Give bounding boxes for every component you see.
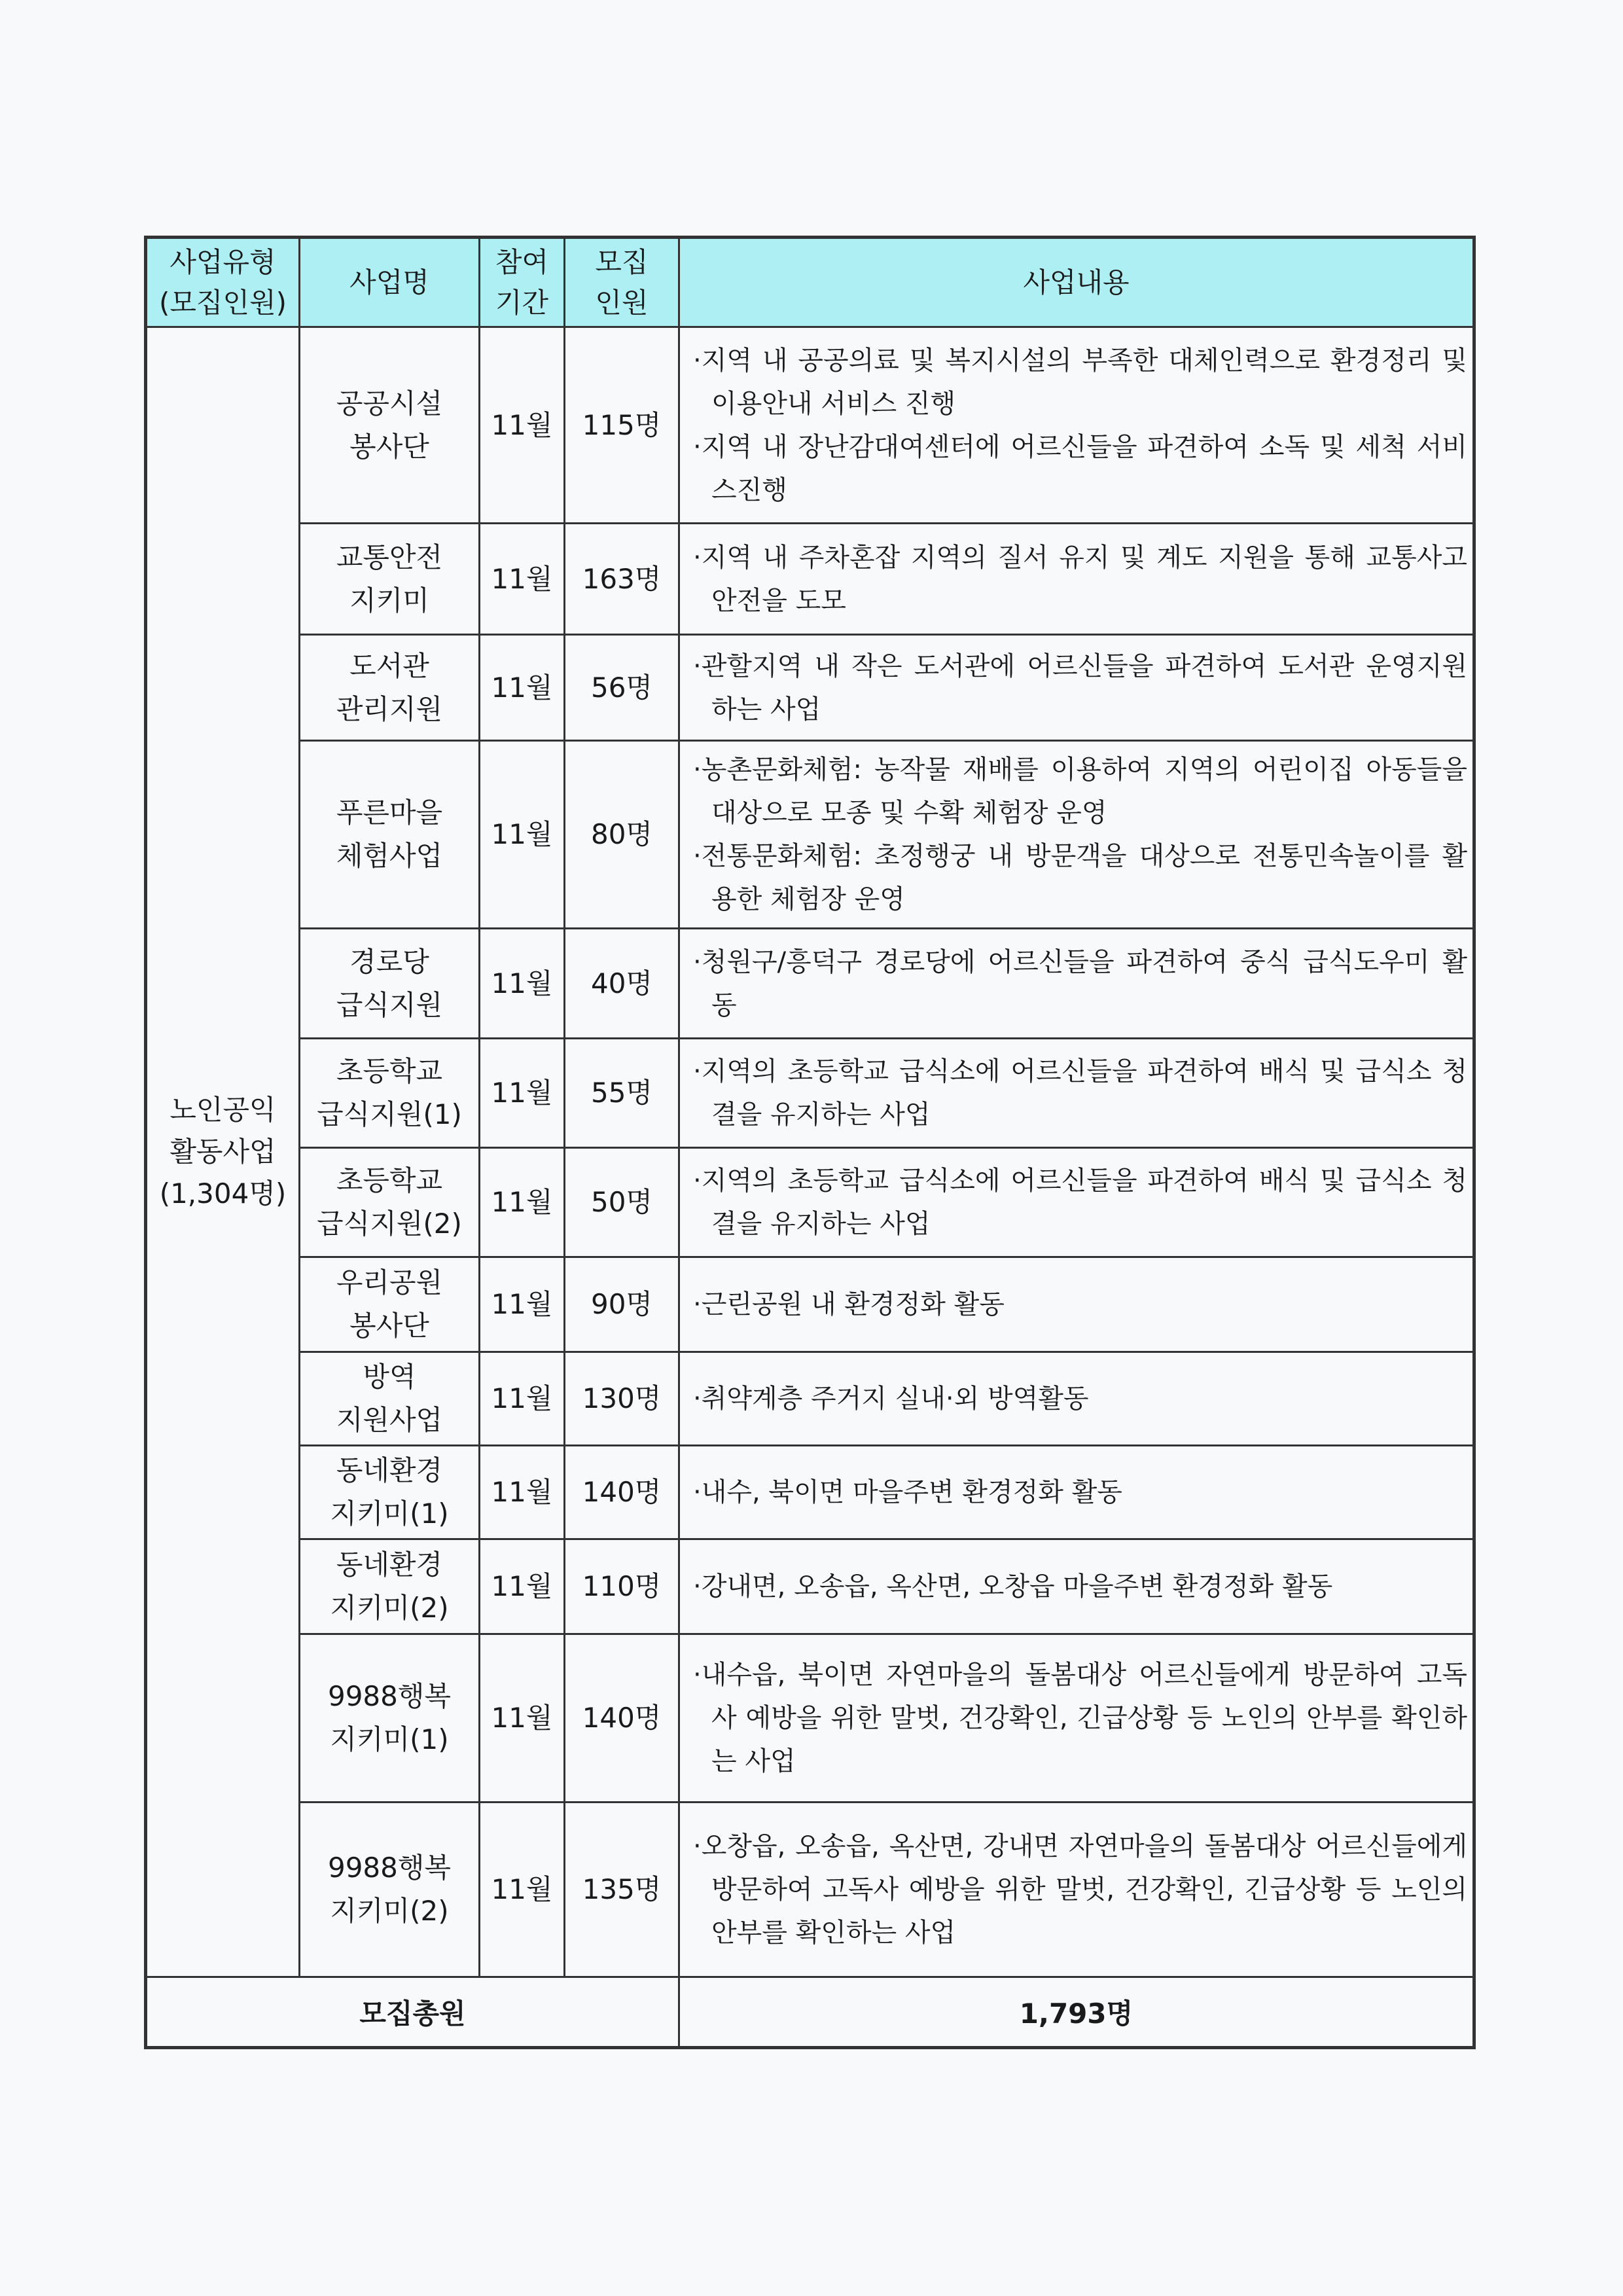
program-count: 40명 — [565, 929, 679, 1039]
program-name: 9988행복 지키미(2) — [300, 1803, 480, 1977]
program-name: 동네환경 지키미(1) — [300, 1446, 480, 1539]
program-count: 80명 — [565, 741, 679, 929]
group-type-cell: 노인공익 활동사업 (1,304명) — [146, 327, 300, 1977]
program-name: 공공시설 봉사단 — [300, 327, 480, 524]
header-count: 모집 인원 — [565, 238, 679, 327]
program-name: 교통안전 지키미 — [300, 524, 480, 635]
program-description: ·지역 내 공공의료 및 복지시설의 부족한 대체인력으로 환경정리 및 이용안내 서비스 진행 ·지역 내 장난감대여센터에 어르신들을 파견하여 소독 및 세척 서비스진행 — [679, 327, 1474, 524]
table-row — [146, 327, 1474, 524]
header-row — [146, 238, 1474, 327]
program-period: 11월 — [480, 327, 565, 524]
table-row — [146, 1148, 1474, 1257]
program-name: 9988행복 지키미(1) — [300, 1634, 480, 1803]
program-count: 90명 — [565, 1257, 679, 1352]
program-period: 11월 — [480, 524, 565, 635]
table-row — [146, 741, 1474, 929]
program-description: ·내수, 북이면 마을주변 환경정화 활동 — [679, 1446, 1474, 1539]
program-name: 초등학교 급식지원(1) — [300, 1039, 480, 1148]
table-row — [146, 524, 1474, 635]
program-name: 방역 지원사업 — [300, 1352, 480, 1446]
program-description: ·근린공원 내 환경정화 활동 — [679, 1257, 1474, 1352]
program-count: 115명 — [565, 327, 679, 524]
program-description: ·강내면, 오송읍, 옥산면, 오창읍 마을주변 환경정화 활동 — [679, 1539, 1474, 1634]
program-name: 초등학교 급식지원(2) — [300, 1148, 480, 1257]
program-count: 163명 — [565, 524, 679, 635]
table-row — [146, 1803, 1474, 1977]
program-description: ·취약계층 주거지 실내·외 방역활동 — [679, 1352, 1474, 1446]
program-description: ·지역의 초등학교 급식소에 어르신들을 파견하여 배식 및 급식소 청결을 유지하는 사업 — [679, 1148, 1474, 1257]
program-description: ·지역 내 주차혼잡 지역의 질서 유지 및 계도 지원을 통해 교통사고 안전을 도모 — [679, 524, 1474, 635]
program-description: ·내수읍, 북이면 자연마을의 돌봄대상 어르신들에게 방문하여 고독사 예방을 위한 말벗, 건강확인, 긴급상황 등 노인의 안부를 확인하는 사업 — [679, 1634, 1474, 1803]
program-count: 56명 — [565, 635, 679, 741]
program-period: 11월 — [480, 1634, 565, 1803]
program-count: 110명 — [565, 1539, 679, 1634]
program-period: 11월 — [480, 1039, 565, 1148]
program-name: 도서관 관리지원 — [300, 635, 480, 741]
header-type: 사업유형 (모집인원) — [146, 238, 300, 327]
program-count: 55명 — [565, 1039, 679, 1148]
table-row — [146, 1352, 1474, 1446]
program-description: ·청원구/흥덕구 경로당에 어르신들을 파견하여 중식 급식도우미 활동 — [679, 929, 1474, 1039]
table-row — [146, 1039, 1474, 1148]
table-row — [146, 1446, 1474, 1539]
program-name: 경로당 급식지원 — [300, 929, 480, 1039]
total-row — [146, 1977, 1474, 2048]
program-period: 11월 — [480, 635, 565, 741]
program-count: 140명 — [565, 1634, 679, 1803]
program-count: 130명 — [565, 1352, 679, 1446]
program-description: ·농촌문화체험: 농작물 재배를 이용하여 지역의 어린이집 아동들을 대상으로 모종 및 수확 체험장 운영 ·전통문화체험: 초정행궁 내 방문객을 대상으로 전통민속놀이를 활용한 체험장 운영 — [679, 741, 1474, 929]
table-row — [146, 635, 1474, 741]
program-period: 11월 — [480, 1257, 565, 1352]
program-description: ·지역의 초등학교 급식소에 어르신들을 파견하여 배식 및 급식소 청결을 유지하는 사업 — [679, 1039, 1474, 1148]
total-value: 1,793명 — [679, 1977, 1474, 2048]
program-description: ·관할지역 내 작은 도서관에 어르신들을 파견하여 도서관 운영지원하는 사업 — [679, 635, 1474, 741]
program-period: 11월 — [480, 1539, 565, 1634]
header-period: 참여 기간 — [480, 238, 565, 327]
table-row — [146, 1257, 1474, 1352]
program-period: 11월 — [480, 1148, 565, 1257]
program-name: 우리공원 봉사단 — [300, 1257, 480, 1352]
table-row — [146, 1539, 1474, 1634]
program-period: 11월 — [480, 1352, 565, 1446]
table-row — [146, 929, 1474, 1039]
program-period: 11월 — [480, 929, 565, 1039]
recruitment-table — [144, 236, 1476, 2049]
table-row — [146, 1634, 1474, 1803]
header-name: 사업명 — [300, 238, 480, 327]
program-count: 50명 — [565, 1148, 679, 1257]
program-name: 동네환경 지키미(2) — [300, 1539, 480, 1634]
header-content: 사업내용 — [679, 238, 1474, 327]
program-period: 11월 — [480, 1803, 565, 1977]
program-count: 135명 — [565, 1803, 679, 1977]
program-name: 푸른마을 체험사업 — [300, 741, 480, 929]
program-period: 11월 — [480, 741, 565, 929]
program-period: 11월 — [480, 1446, 565, 1539]
program-description: ·오창읍, 오송읍, 옥산면, 강내면 자연마을의 돌봄대상 어르신들에게 방문하여 고독사 예방을 위한 말벗, 건강확인, 긴급상황 등 노인의 안부를 확인하는 사업 — [679, 1803, 1474, 1977]
total-label: 모집총원 — [146, 1977, 679, 2048]
program-count: 140명 — [565, 1446, 679, 1539]
